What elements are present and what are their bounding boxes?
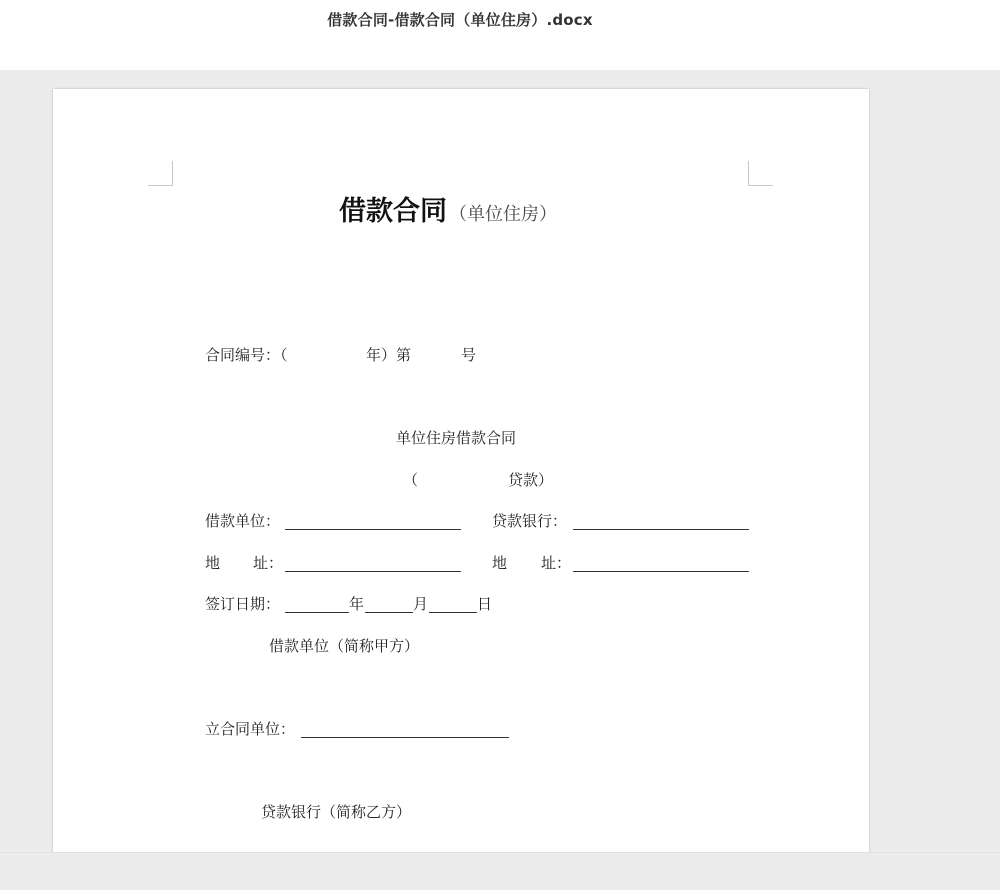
sign-year-label: 年 (349, 595, 365, 613)
loan-type-close: 贷款） (508, 471, 554, 489)
title-bar (0, 0, 1000, 70)
contract-number-suffix: 号 (461, 346, 477, 364)
loan-type-open: （ (403, 471, 419, 489)
borrower-label: 借款单位： (205, 512, 281, 530)
sign-day-blank (429, 612, 477, 613)
sign-day-label: 日 (477, 595, 493, 613)
lender-bank-label: 贷款银行： (492, 512, 568, 530)
margin-corner-mark-left (148, 161, 173, 186)
bottom-status-bar (0, 852, 1000, 890)
party-a-label: 借款单位（简称甲方） (269, 637, 420, 655)
document-canvas[interactable] (0, 70, 1000, 852)
contract-number-year: 年）第 (366, 346, 412, 364)
address-right-char1: 地 (492, 554, 508, 572)
address-right-char2: 址： (541, 554, 572, 572)
borrower-blank (285, 529, 461, 530)
address-left-char1: 地 (205, 554, 221, 572)
heading-main-text: 借款合同 (339, 196, 447, 227)
contract-unit-blank (301, 737, 509, 738)
address-left-blank (285, 571, 461, 572)
contract-center-title: 单位住房借款合同 (396, 429, 517, 447)
heading-sub-text: （单位住房） (449, 204, 557, 225)
margin-corner-mark-right (748, 161, 773, 186)
document-heading (339, 189, 557, 228)
sign-month-blank (365, 612, 413, 613)
sign-year-blank (285, 612, 349, 613)
contract-number-label: 合同编号：（ (205, 346, 288, 364)
address-left-char2: 址： (253, 554, 284, 572)
sign-date-label: 签订日期： (205, 595, 281, 613)
document-filename: 借款合同-借款合同（单位住房）.docx (327, 11, 593, 29)
sign-month-label: 月 (413, 595, 429, 613)
address-right-blank (573, 571, 749, 572)
document-page[interactable] (53, 89, 869, 852)
party-b-label: 贷款银行（简称乙方） (261, 803, 412, 821)
lender-bank-blank (573, 529, 749, 530)
contract-unit-label: 立合同单位： (205, 720, 296, 738)
